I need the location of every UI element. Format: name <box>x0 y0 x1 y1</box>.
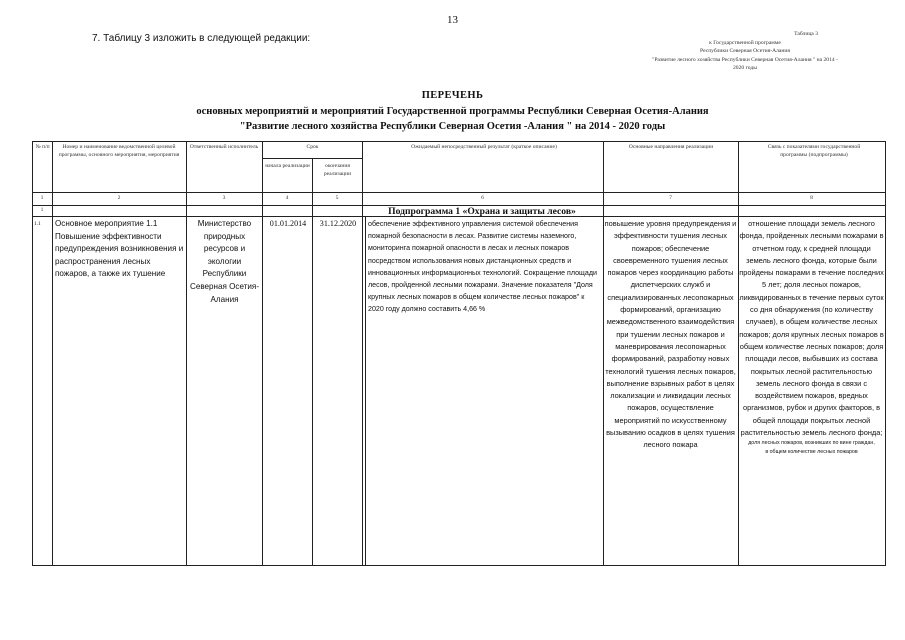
table-line-header-bottom <box>32 192 886 193</box>
document-title: ПЕРЕЧЕНЬ <box>421 90 484 101</box>
table-border-top <box>32 141 886 142</box>
table-line-col5-inner <box>365 216 366 566</box>
subprogram-number: 1 <box>40 207 44 213</box>
attachment-note <box>600 30 890 73</box>
row-indicators-small: доля лесных пожаров, возникших по вине граждан, в общем количестве лесных пожаров <box>748 440 875 455</box>
page-number: 13 <box>447 14 458 26</box>
column-number: 6 <box>481 195 484 201</box>
row-start-date: 01.01.2014 <box>269 219 307 228</box>
row-expected-result: обеспечение эффективного управления системой обеспечения пожарной безопасности в лесах. Развитие системы наземного, мониторинга пожарной опасности в лесах и лесных пожаров посредством использования новых дистанционных средств и инновационных информационных технологий. Сокращение площади лесов, пройденной лесными пожарами. Значение показателя "Доля крупных лесных пожаров в общем количестве лесных пожаров" к 2020 году должно составить 4,66 % <box>368 220 597 314</box>
header-indicators: Связь с показателями государственной программы (подпрограммы) <box>767 144 861 158</box>
row-directions: повышение уровня предупреждения и эффективности тушения лесных пожаров; обеспечение своевременного тушения лесных пожаров через координацию работы диспетчерских служб и специализированных лесопожарных формирований, организацию межведомственного взаимодействия при тушении лесных пожаров и маневрирования лесопожарных формирований, разработку новых технологий тушения лесных пожаров, выполнение взрывных работ в целях локализации и ликвидации лесных пожаров, осуществление мероприятий по искусственному вызыванию осадков в целях тушения лесного пожара <box>604 219 737 450</box>
column-number: 2 <box>117 195 121 201</box>
attachment-line: Республики Северная Осетия-Алания <box>700 48 790 55</box>
table-border-left <box>32 141 33 566</box>
table-border-right <box>885 141 886 566</box>
table-line-col5 <box>362 141 363 566</box>
header-result: Ожидаемый непосредственный результат (краткое описание) <box>411 144 557 150</box>
header-term: Срок <box>306 144 319 150</box>
attachment-line: к Государственной программе <box>709 39 781 46</box>
table-border-bottom <box>32 565 886 566</box>
document-subtitle: основных мероприятий и мероприятий Государственной программы Республики Северная Осетия-Алания <box>196 106 709 117</box>
table-line-col2 <box>186 141 187 566</box>
row-executor: Министерство природных ресурсов и экологии Республики Северная Осетия-Алания <box>189 219 260 304</box>
header-num: № п/п <box>35 144 50 150</box>
header-executor: Ответственный исполнитель <box>189 144 259 150</box>
subprogram-title: Подпрограмма 1 «Охрана и защиты лесов» <box>388 206 576 217</box>
row-number: 1.1 <box>34 221 41 227</box>
attachment-line: "Развитие лесного хозяйства Республики Северная Осетия-Алания " на 2014 - <box>652 56 838 63</box>
column-number: 8 <box>810 195 813 201</box>
attachment-line: 2020 годы <box>733 65 757 72</box>
column-number: 1 <box>40 195 44 201</box>
header-start: начала реализации <box>265 163 310 169</box>
header-name: Номер и наименование ведомственной целевой программы, основного мероприятия, мероприятия <box>58 144 180 158</box>
row-measure-name: Основное мероприятие 1.1 Повышение эффективности предупреждения возникновения и распространения лесных пожаров, а также их тушение <box>55 219 184 279</box>
column-number: 7 <box>669 195 672 201</box>
row-end-date: 31.12.2020 <box>319 219 357 228</box>
row-indicators-text: отношение площади земель лесного фонда, пройденных лесными пожарами в отчетном году, к средней площади земель лесного фонда, которые были пройдены пожарами в течение последних 5 лет; доля лесных пожаров, ликвидированных в течение первых суток со дня обнаружения (по количеству случаев), в общем количестве лесных пожаров; доля крупных лесных пожаров в общем количестве лесных пожаров; доля площади лесов, выбывших из состава покрытых лесной растительностью земель лесного фонда в связи с воздействием пожаров, вредных организмов, рубок и других факторов, в общей площади покрытых лесной растительностью земель лесного фонда; <box>739 219 884 438</box>
table-line-col1 <box>52 141 53 566</box>
header-end: окончания реализации <box>323 163 352 177</box>
attachment-line: Таблица 3 <box>794 31 818 37</box>
column-number: 3 <box>222 195 226 201</box>
row-indicators <box>739 218 884 456</box>
table-line-col3 <box>262 141 263 566</box>
header-directions: Основные направления реализации <box>628 144 714 150</box>
document-subtitle-program: "Развитие лесного хозяйства Республики Северная Осетия -Алания " на 2014 - 2020 годы <box>239 121 666 132</box>
column-number: 5 <box>335 195 339 201</box>
column-number: 4 <box>285 195 289 201</box>
intro-text: 7. Таблицу 3 изложить в следующей редакции: <box>92 33 311 44</box>
measures-table <box>32 141 886 565</box>
